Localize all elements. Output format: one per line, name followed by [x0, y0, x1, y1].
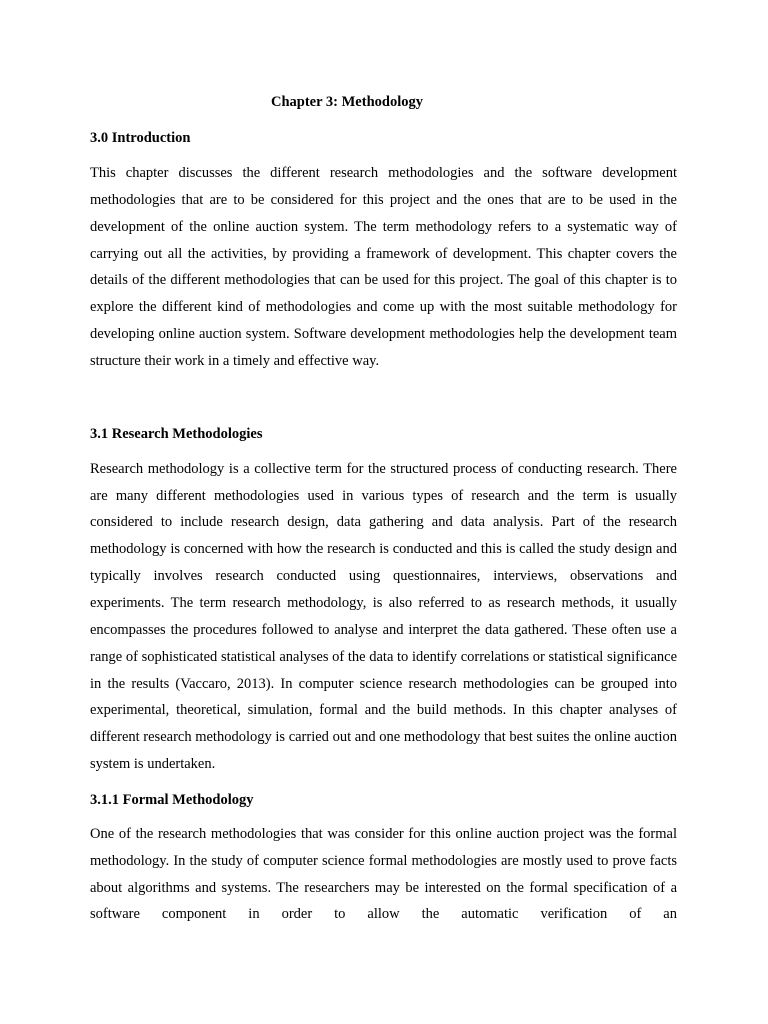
chapter-title: Chapter 3: Methodology — [271, 94, 423, 110]
section-body-research-methodologies: Research methodology is a collective term for the structured process of conducting research. There are many different methodologies used in various types of research and the term is usually considered to include research design, data gathering and data analysis. Part of the research methodology is concerned with how the research is conducted and this is called the study design and typically involves research conducted using questionnaires, interviews, observations and experiments. The term research methodology, is also referred to as research methods, it usually encompasses the procedures followed to analyse and interpret the data gathered. These often use a range of sophisticated statistical analyses of the data to identify correlations or statistical significance in the results (Vaccaro, 2013). In computer science research methodologies can be grouped into experimental, theoretical, simulation, formal and the build methods. In this chapter analyses of different research methodology is carried out and one methodology that best suites the online auction system is undertaken. — [90, 460, 677, 773]
section-heading-formal-methodology: 3.1.1 Formal Methodology — [90, 791, 254, 808]
section-heading-research-methodologies: 3.1 Research Methodologies — [90, 425, 263, 442]
section-body-formal-methodology: One of the research methodologies that was consider for this online auction project was the formal methodology. In the study of computer science formal methodologies are mostly used to prove facts about algorithms and systems. The researchers may be interested on the formal specification of a software component in order to allow the automatic verification of an — [90, 825, 677, 923]
page-content — [90, 91, 677, 928]
section-heading-introduction: 3.0 Introduction — [90, 130, 191, 146]
section-body-introduction: This chapter discusses the different research methodologies and the software development methodologies that are to be considered for this project and the ones that are to be used in the development of the online auction system. The term methodology refers to a systematic way of carrying out all the activities, by providing a framework of development. This chapter covers the details of the different methodologies that can be used for this project. The goal of this chapter is to explore the different kind of methodologies and come up with the most suitable methodology for developing online auction system. Software development methodologies help the development team structure their work in a timely and effective way. — [90, 165, 677, 369]
